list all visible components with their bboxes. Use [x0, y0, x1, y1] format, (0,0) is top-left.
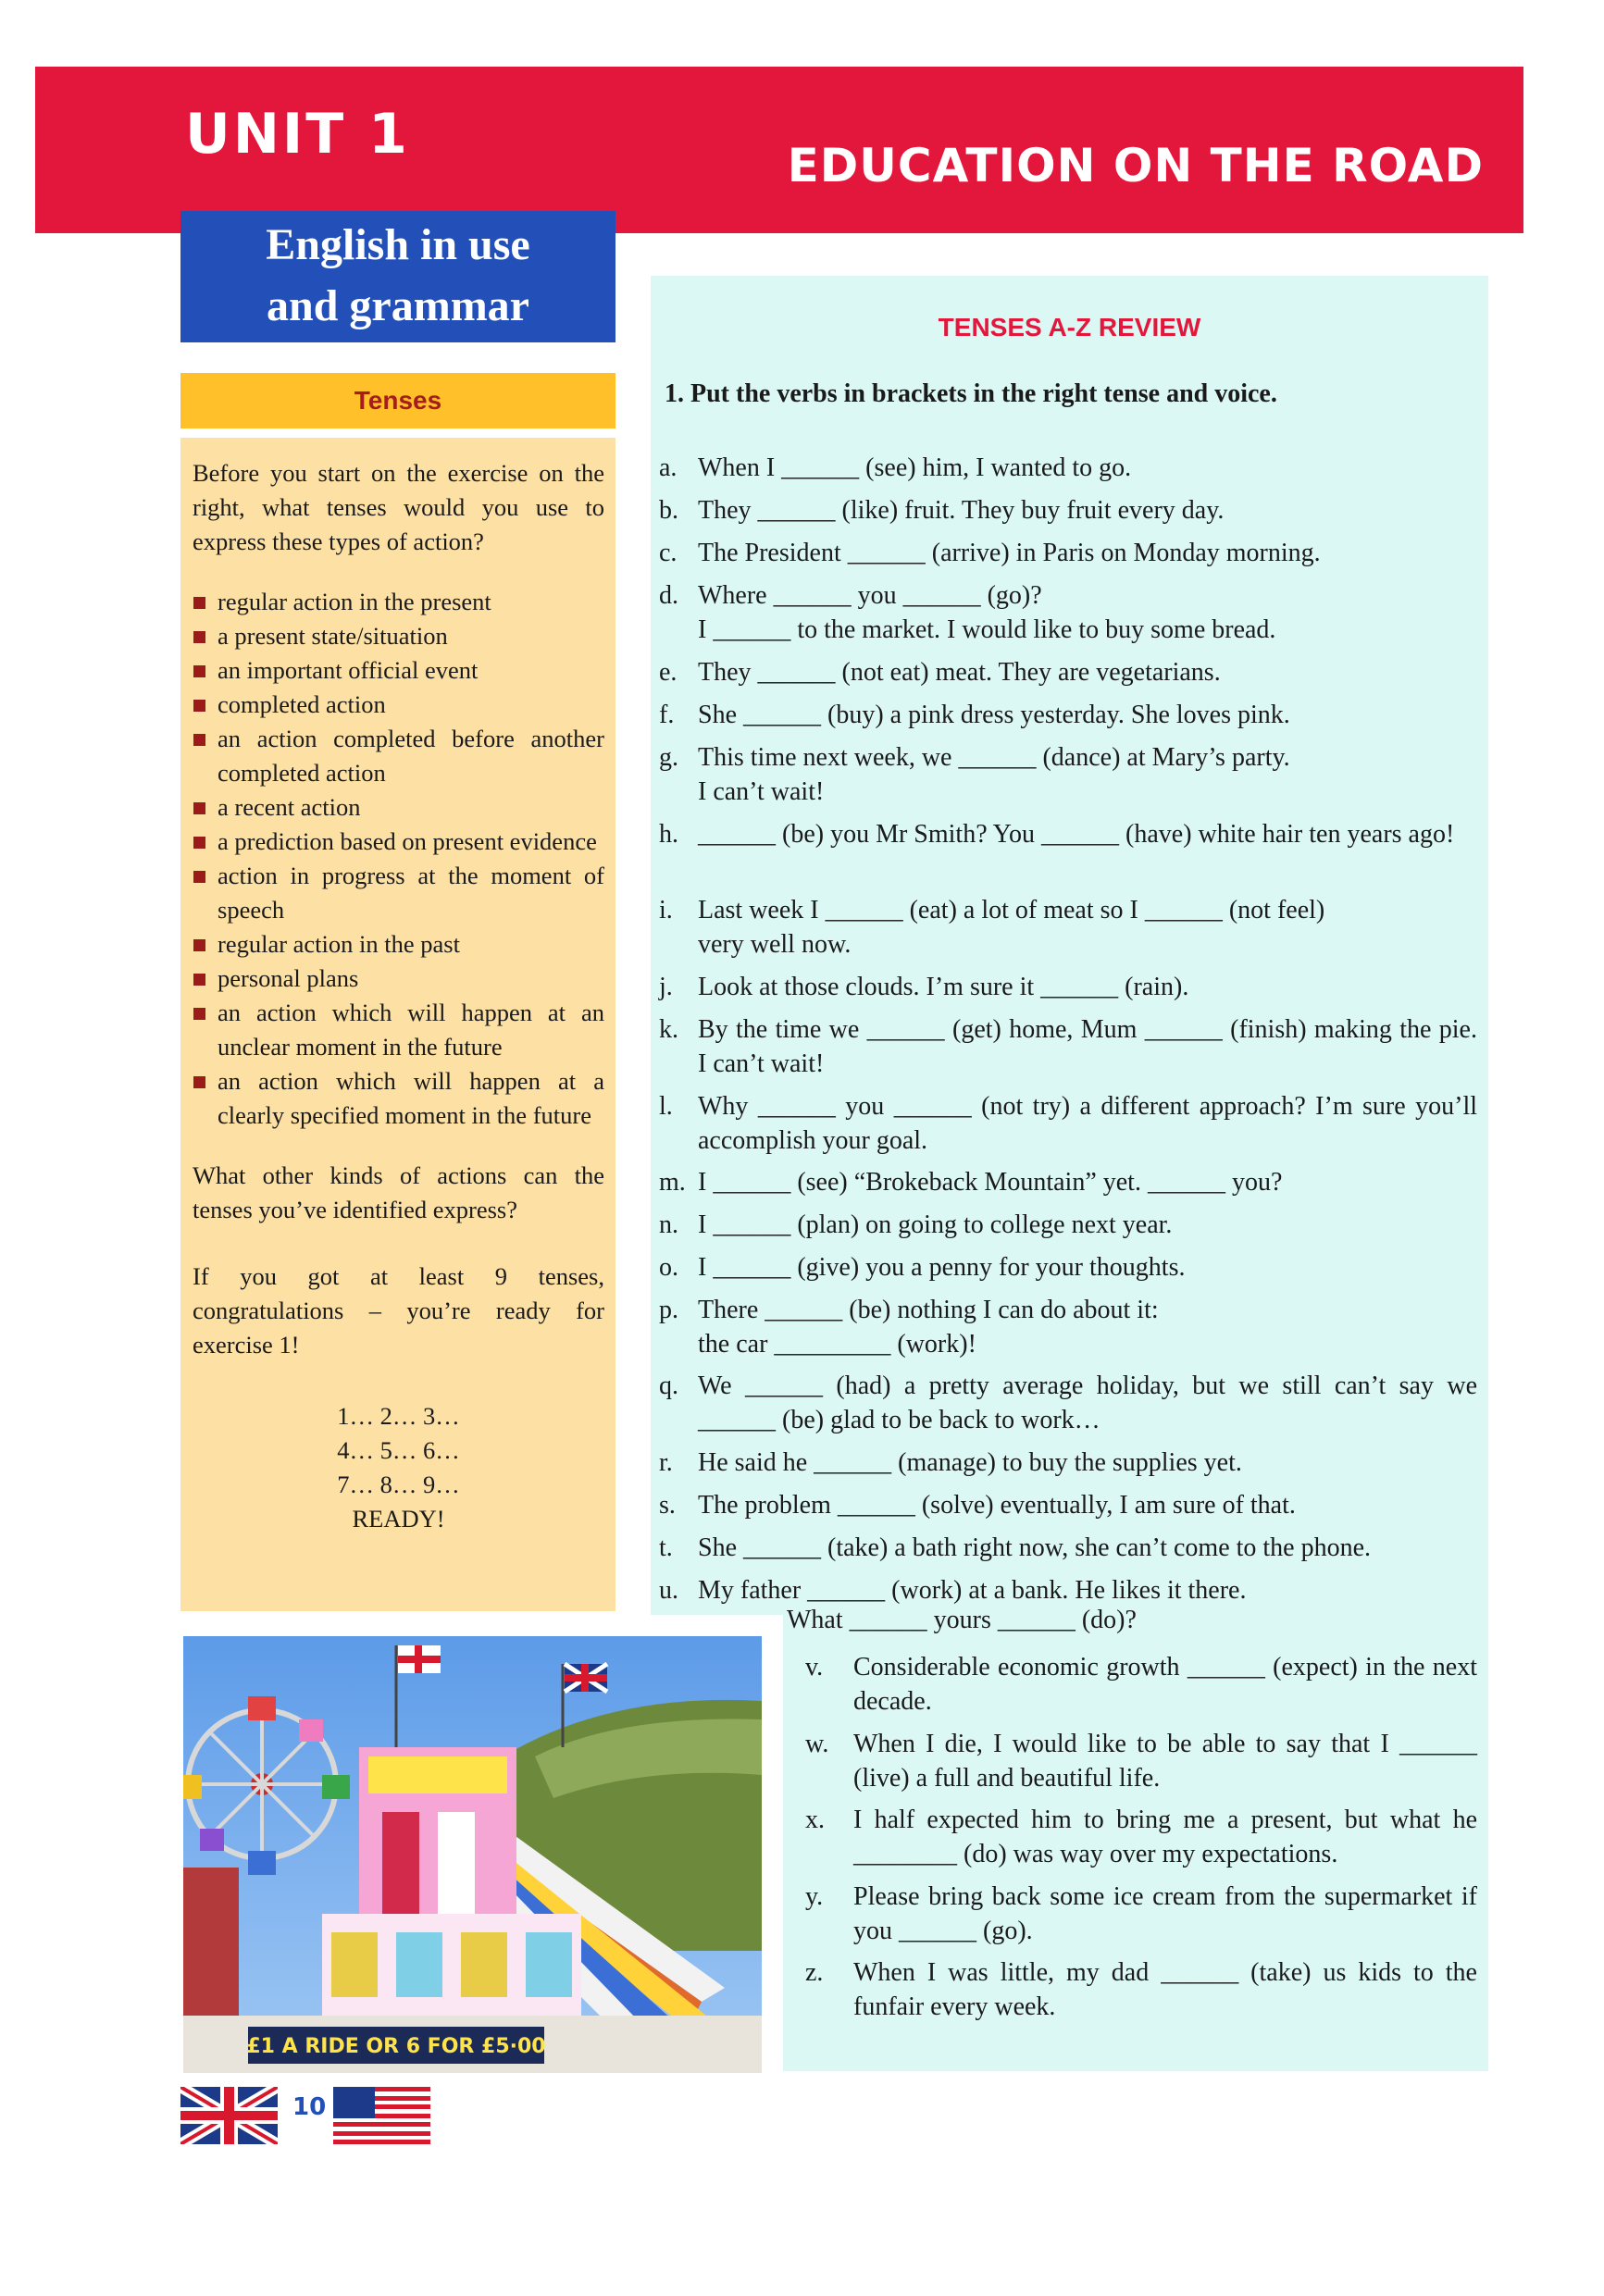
sidebar-question: What other kinds of actions can the tenses you’ve identified express?	[193, 1161, 604, 1223]
exercise-item: s. The problem ______ (solve) eventually, I am sure of that.	[659, 1491, 1296, 1520]
exercise-extra-line: What ______ yours ______ (do)?	[787, 1606, 1137, 1634]
us-flag-icon	[333, 2087, 430, 2144]
countdown-line: 1… 2… 3…	[337, 1402, 460, 1430]
exercise-item: a. When I ______ (see) him, I wanted to go.	[659, 453, 1132, 482]
exercise-item: k. By the time we ______ (get) home, Mum ______ (finish) making the pie. I can’t wait!	[659, 1015, 1477, 1078]
sidebar-intro: Before you start on the exercise on the right, what tenses would you use to express these types of action?	[193, 459, 604, 555]
list-item: a present state/situation	[193, 619, 604, 653]
exercise-item: n. I ______ (plan) on going to college next year.	[659, 1210, 1173, 1239]
uk-flag-icon	[180, 2087, 278, 2144]
exercise-item: o. I ______ (give) you a penny for your thoughts.	[659, 1253, 1186, 1282]
list-item: regular action in the past	[193, 927, 604, 962]
exercise-item: e. They ______ (not eat) meat. They are vegetarians.	[659, 658, 1221, 687]
list-item: a prediction based on present evidence	[193, 825, 604, 859]
exercise-item: m. I ______ (see) “Brokeback Mountain” yet. ______ you?	[659, 1168, 1283, 1197]
list-item: an action which will happen at a clearly specified moment in the future	[193, 1064, 604, 1133]
countdown-line: 7… 8… 9…	[337, 1471, 460, 1498]
section-title-line1: English in use	[266, 220, 530, 269]
exercise-item: z. When I was little, my dad ______ (take) us kids to the funfair every week.	[805, 1958, 1477, 2021]
page-number: 10	[292, 2093, 327, 2121]
exercise-item: b. They ______ (like) fruit. They buy fruit every day.	[659, 496, 1225, 525]
sidebar-title: Tenses	[180, 373, 615, 428]
exercise-item: t. She ______ (take) a bath right now, she can’t come to the phone.	[659, 1533, 1372, 1562]
exercise-item: d. Where ______ you ______ (go)? I ______ to the market. I would like to buy some bread.	[659, 581, 1276, 644]
funfair-photo	[183, 1636, 762, 2073]
exercise-item: u. My father ______ (work) at a bank. He likes it there.	[659, 1576, 1247, 1605]
exercise-item: i. Last week I ______ (eat) a lot of meat so I ______ (not feel) very well now.	[659, 896, 1325, 959]
action-type-list	[193, 585, 604, 1133]
exercise-item: f. She ______ (buy) a pink dress yesterday. She loves pink.	[659, 701, 1290, 729]
exercise-item: v. Considerable economic growth ______ (expect) in the next decade.	[805, 1653, 1477, 1716]
exercise-item: g. This time next week, we ______ (dance) at Mary’s party. I can’t wait!	[659, 743, 1290, 806]
chapter-title: EDUCATION ON THE ROAD	[787, 139, 1484, 192]
exercise-item: w. When I die, I would like to be able to say that I ______ (live) a full and beautiful life.	[805, 1730, 1477, 1793]
list-item: completed action	[193, 688, 604, 722]
list-item: an action completed before another completed action	[193, 722, 604, 790]
countdown-line: READY!	[352, 1505, 445, 1533]
exercise-instruction: 1. Put the verbs in brackets in the right tense and voice.	[665, 379, 1277, 408]
exercise-item: c. The President ______ (arrive) in Paris on Monday morning.	[659, 539, 1321, 567]
list-item: a recent action	[193, 790, 604, 825]
ride-price-sign: £1 A RIDE OR 6 FOR £5·00	[246, 2035, 546, 2058]
countdown-line: 4… 5… 6…	[337, 1436, 460, 1464]
exercise-item: p. There ______ (be) nothing I can do about it: the car _________ (work)!	[659, 1296, 1159, 1359]
sidebar-panel	[180, 438, 615, 1611]
section-banner	[180, 211, 615, 342]
list-item: an important official event	[193, 653, 604, 688]
list-item: an action which will happen at an unclear moment in the future	[193, 996, 604, 1064]
list-item: personal plans	[193, 962, 604, 996]
exercise-item: r. He said he ______ (manage) to buy the supplies yet.	[659, 1448, 1242, 1477]
list-item: action in progress at the moment of speech	[193, 859, 604, 927]
unit-label: UNIT 1	[185, 102, 410, 167]
sidebar-congrats: If you got at least 9 tenses, congratulations – you’re ready for exercise 1!	[193, 1262, 604, 1359]
exercise-item: h. ______ (be) you Mr Smith? You ______ (have) white hair ten years ago!	[659, 820, 1455, 849]
list-item: regular action in the present	[193, 585, 604, 619]
exercise-item: j. Look at those clouds. I’m sure it ______ (rain).	[659, 973, 1189, 1001]
exercise-item: l. Why ______ you ______ (not try) a different approach? I’m sure you’ll accomplish your goal.	[659, 1092, 1477, 1155]
exercise-title: TENSES A-Z REVIEW	[938, 313, 1201, 341]
countdown	[193, 1399, 604, 1536]
exercise-item: q. We ______ (had) a pretty average holiday, but we still can’t say we ______ (be) glad to be back to work…	[659, 1371, 1477, 1434]
exercise-item: x. I half expected him to bring me a present, but what he ________ (do) was way over my expectations.	[805, 1806, 1477, 1868]
exercise-item: y. Please bring back some ice cream from the supermarket if you ______ (go).	[805, 1882, 1477, 1945]
section-title-line2: and grammar	[267, 281, 529, 330]
